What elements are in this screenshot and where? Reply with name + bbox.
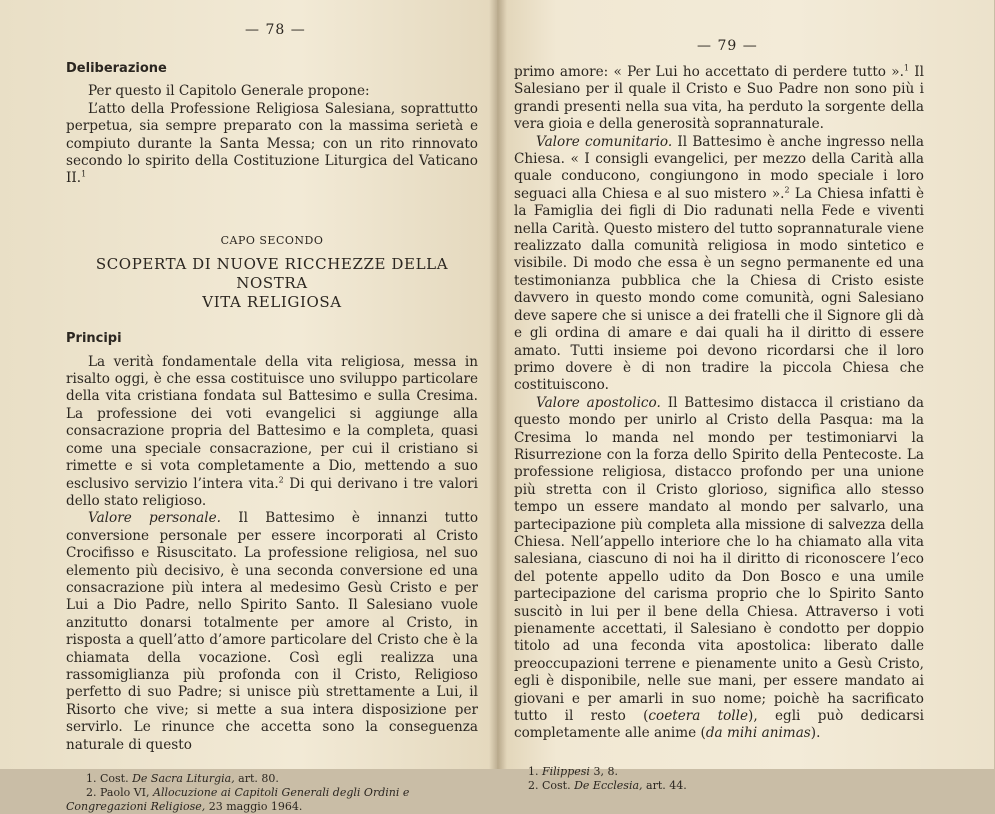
footnote-text: art. 44. [642,778,687,792]
footnote [514,779,924,793]
footnote-ref: 1 [81,169,87,179]
paragraph-lead: Valore comunitario. [536,133,673,150]
footnote-ref: 1 [903,63,909,73]
paragraph-text: La verità fondamentale della vita religiosa, messa in risalto oggi, è che essa costituisce uno sviluppo particolare della vita cristiana fondata sul Battesimo e sulla Cresima. La professione dei voti evangelici si aggiunge alla consacrazione propria del Battesimo e la completa, quasi come una speciale consacrazione, per cui il cristiano si rimette e si vota completamente a Dio, mettendo a suo esclusivo servizio l’intera vita. [66,353,478,492]
footnote-text: 23 maggio 1964. [205,800,303,813]
paragraph-lead: Valore apostolico. [536,394,661,411]
footnote-text: art. 80. [234,772,279,785]
chapter-title-line: VITA RELIGIOSA [202,293,342,312]
footnote [514,765,924,779]
paragraph-text: Il Battesimo distacca il cristiano da questo mondo per unirlo al Cristo della Pasqua: ma la Cresima lo manda nel mondo per testimoniarvi la Risurrezione con la forza dello Spirito della Pentecoste. La professione religiosa, distacco profondo per una unione più stretta con il Cristo glorioso, significa allo stesso tempo un essere mandato al mondo per salvarlo, una partecipazione più completa alla missione di salvezza della Chiesa. Nell’appello interiore che lo ha chiamato alla vita salesiana, ciascuno di noi ha il diritto di riconoscere l’eco del potente appello udito da Don Bosco e una umile partecipazione del carisma proprio che lo Spirito Santo suscitò in lui per il bene della Chiesa. Attraverso i voti pienamente accettati, il Salesiano è condotto per doppio titolo ad una feconda vita apostolica: liberato dalle preoccupazioni terrene e pienamente unito a Gesù Cristo, egli è disponibile, nelle sue mani, per essere mandato ai giovani e per amarli in suo nome; poichè ha sacrificato tutto il resto ( [514,394,924,725]
paragraph-text: La Chiesa infatti è la Famiglia dei figli di Dio radunati nella Fede e viventi nella Carità. Questo mistero del tutto soprannaturale viene realizzato dalla comunità religiosa in modo sintetico e visibile. Di modo che essa è un segno permanente ed una testimonianza pubblica che la Chiesa di Cristo esiste davvero in questo mondo come comunità, ogni Salesiano deve sapere che si unisce a dei fratelli che il Signore gli dà e gli ordina di amare e dai quali ha il diritto di essere amato. Tutti insieme poi devono ricordarsi che il loro primo dovere è di non tradire la piccola Chiesa che costituiscono. [514,185,925,394]
paragraph-text: L’atto della Professione Religiosa Salesiana, soprattutto perpetua, sia sempre preparato con la massima serietà e compiuto durante la Santa Messa; con un rito rinnovato secondo lo spirito della Costituzione Liturgica del Vaticano II. [66,100,478,187]
section-title: Principi [66,331,122,347]
footnote-ref: 2 [784,185,790,195]
paragraph-text: primo amore: « Per Lui ho accettato di perdere tutto ». [514,64,904,80]
footnote-text: 3, 8. [589,764,618,778]
chapter-title-line: SCOPERTA DI NUOVE RICCHEZZE DELLA NOSTRA [95,255,449,293]
right-page-body [514,64,924,793]
left-page-body [66,60,478,814]
paragraph-lead: Valore personale. [88,510,221,527]
footnote-title: Allocuzione ai Capitoli Generali degli Ordini e Congregazioni Religiose, [66,786,410,813]
footnote-title: De Sacra Liturgia, [132,772,235,785]
paragraph-text: Di qui derivano i tre valori dello stato religioso. [66,475,478,509]
footnotes [514,765,924,793]
paragraph [66,354,478,511]
page-number: — 78 — [245,22,306,38]
paragraph [514,64,924,134]
paragraph-text: ). [810,725,821,742]
paragraph-text: Il Battesimo è innanzi tutto conversione personale per essere incorporati al Cristo Crocifisso e Risuscitato. La professione religiosa, nel suo elemento più decisivo, è una seconda conversione ed una consacrazione più intera al medesimo Gesù Cristo e per Lui a Dio Padre, nello Spirito Santo. Il Salesiano vuole anzitutto donarsi totalmente per amore al Cristo, in risposta a quell’atto d’amore particolare del Cristo che è la chiamata della vocazione. Così egli realizza una rassomiglianza più profonda con il Cristo, Religioso perfetto di suo Padre; si unisce più strettamente a Lui, il Risorto che vive; si mette a sua intera disposizione per servirlo. Le rinunce che accetta sono la conseguenza naturale di questo [66,510,479,753]
footnotes [66,772,478,814]
section-title: Deliberazione [66,61,167,76]
footnote-text: 1. Cost. [86,772,133,785]
paragraph-text: ), egli può dedicarsi completamente alle anime ( [514,708,924,742]
latin-phrase: da mihi animas [705,725,811,742]
paragraph-text: Il Salesiano per il quale il Cristo e Suo Padre non sono più i grandi presenti nella sua vita, ha perduto la sorgente della vera gioia e della generosità soprannaturale. [514,64,924,133]
book-gutter [489,0,507,769]
footnote [66,786,478,814]
chapter-label: CAPO SECONDO [220,233,324,247]
paragraph [66,510,478,754]
chapter-title [66,255,478,312]
paragraph [514,134,924,395]
footnote-text: 1. [528,764,542,778]
page-number: — 79 — [697,38,758,54]
paragraph [514,395,924,743]
footnote [66,772,478,786]
paragraph-text: Il Battesimo è anche ingresso nella Chiesa. « I consigli evangelici, per mezzo della Carità alla quale conducono, congiungono in modo speciale i loro seguaci alla Chiesa e al suo mistero ». [514,133,924,202]
footnote-text: 2. Cost. [528,778,575,792]
latin-phrase: coetera tolle [648,708,749,725]
paragraph [66,101,478,188]
footnote-ref: 2 [278,474,284,484]
paragraph: Per questo il Capitolo Generale propone: [88,83,370,100]
footnote-text: 2. Paolo VI, [86,786,153,799]
footnote-title: Filippesi [542,764,590,778]
footnote-title: De Ecclesia, [574,778,643,792]
